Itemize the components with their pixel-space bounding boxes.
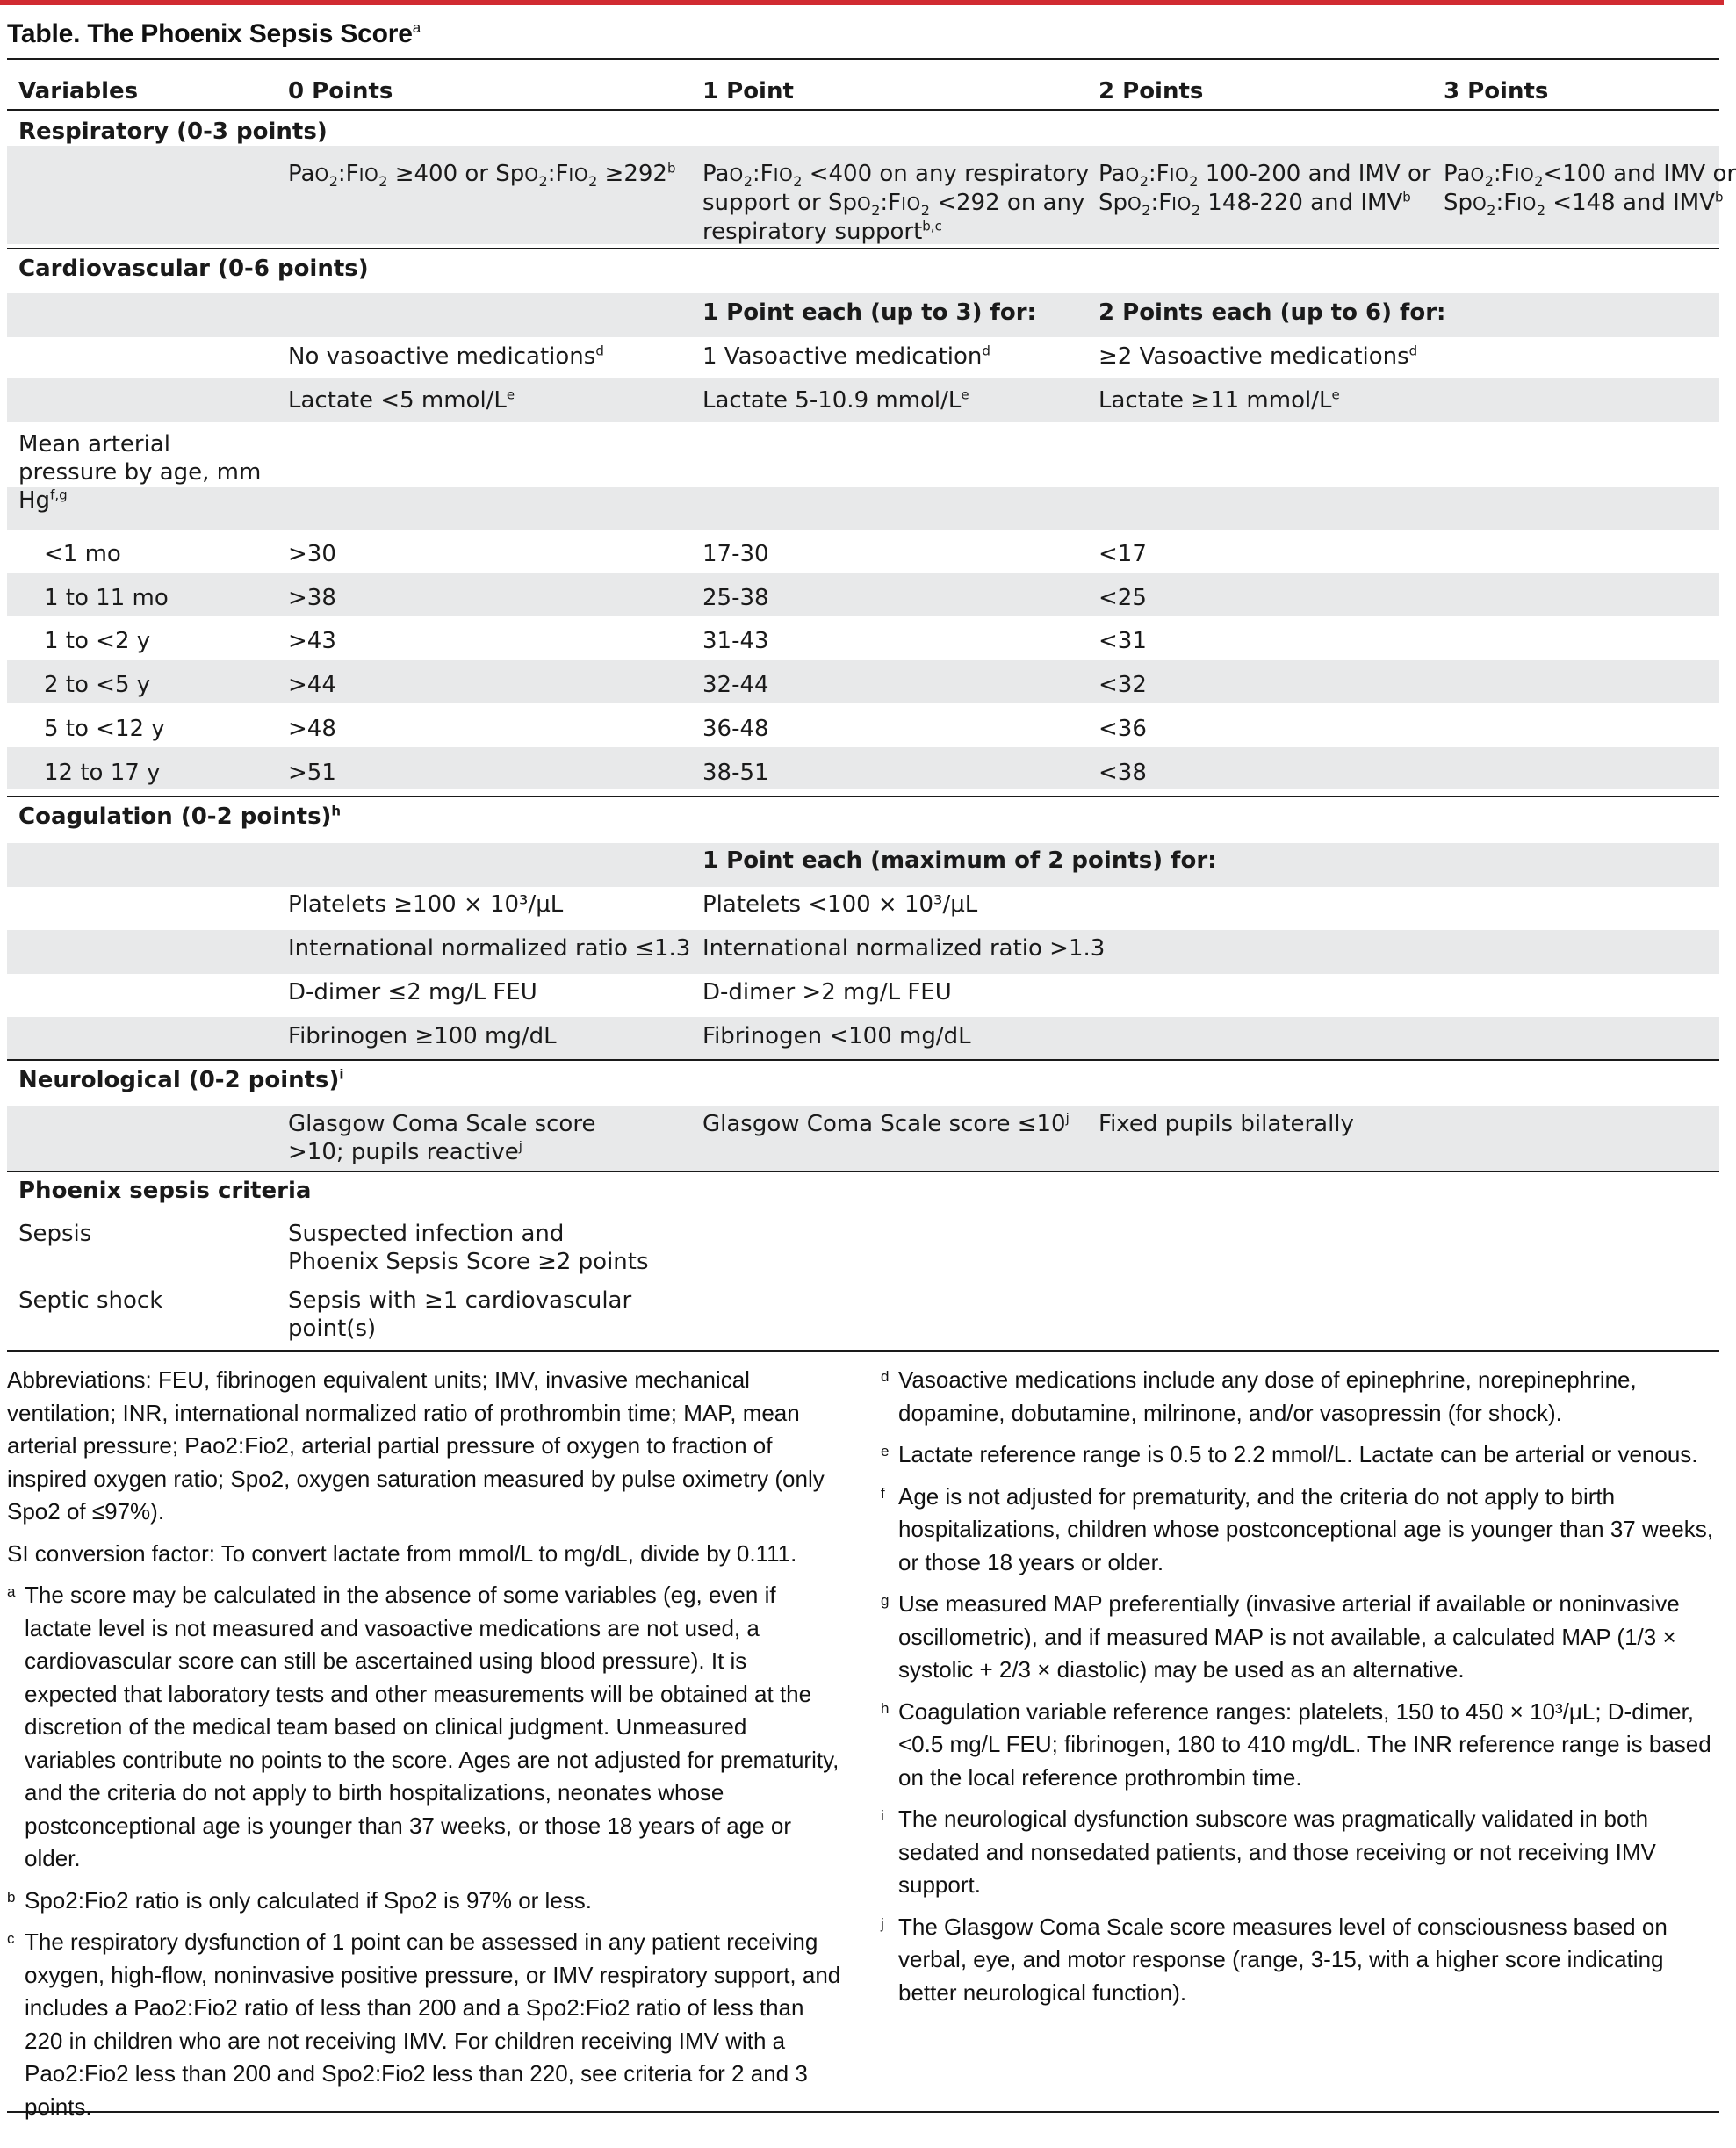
map-2-points: <25	[1099, 585, 1147, 611]
map-0-points: >44	[288, 672, 336, 698]
coag-0-points: Platelets ≥100 × 10³/μL	[288, 891, 564, 918]
table-rule	[7, 248, 1719, 249]
footnote-si-conversion: SI conversion factor: To convert lactate from mmol/L to mg/dL, divide by 0.111.	[7, 1539, 797, 1567]
footnote-abbreviations: Abbreviations: FEU, fibrinogen equivalent units; IMV, invasive mechanical ventilation; INR, international normalized ratio of prothrombin time; MAP, mean arterial pressure; Pao2:Fio2, arterial partial pressure of oxygen to fraction of inspired oxygen ratio; Spo2, oxygen saturation measured by pulse oximetry (only Spo2 of ≤97%).	[7, 1366, 825, 1525]
map-age: 2 to <5 y	[44, 672, 151, 698]
map-1-point: 17-30	[702, 541, 769, 567]
table-rule	[7, 1059, 1719, 1061]
map-age: 1 to <2 y	[44, 628, 151, 654]
coag-subheader: 1 Point each (maximum of 2 points) for:	[702, 847, 1217, 874]
vasoactive-2: ≥2 Vasoactive medications$^d$	[1099, 342, 1418, 370]
criteria-value: Sepsis with ≥1 cardiovascular point(s)	[288, 1287, 632, 1342]
table-rule	[7, 109, 1719, 111]
respiratory-0-points: $PaO_2:FIO_2 \ge 400$ or $SpO_2:FIO_2 \ge 292^b$	[288, 160, 676, 191]
respiratory-2-points: $PaO_2:FIO_2$ 100-200 and IMV or $SpO_2:FIO_2$ 148-220 and IMV$^b$	[1099, 161, 1431, 220]
lactate-1: Lactate 5-10.9 mmol/Le	[702, 386, 969, 414]
footnote-g: g Use measured MAP preferentially (invasive arterial if available or noninvasive oscillometric), and if measured MAP is not available, a calculated MAP (1/3 × systolic + 2/3 × diastolic) may be used as an alternative.	[881, 1590, 1680, 1683]
map-0-points: >38	[288, 585, 336, 611]
map-1-point: 25-38	[702, 585, 769, 611]
neuro-0-points: Glasgow Coma Scale score >10; pupils reactive$^j$	[288, 1111, 596, 1165]
section-coagulation: Coagulation (0-2 points)$^h$	[18, 803, 342, 830]
table-rule	[7, 58, 1719, 60]
cardio-subheader-2: 2 Points each (up to 6) for:	[1099, 299, 1446, 326]
coag-1-point: Fibrinogen <100 mg/dL	[702, 1023, 971, 1049]
table-rule	[7, 1350, 1719, 1352]
cardio-subheader-1: 1 Point each (up to 3) for:	[702, 299, 1036, 326]
map-0-points: >30	[288, 541, 336, 567]
band	[7, 573, 1719, 616]
footnote-b: b Spo2:Fio2 ratio is only calculated if Spo2 is 97% or less.	[7, 1886, 593, 1914]
footnotes-right	[881, 1364, 1715, 2018]
column-header: 2 Points	[1099, 78, 1204, 105]
footnote-i: i The neurological dysfunction subscore was pragmatically validated in both sedated and nonsedated patients, and those receiving or not receiving IMV support.	[881, 1806, 1656, 1898]
neuro-2-points: Fixed pupils bilaterally	[1099, 1111, 1354, 1137]
footnote-d: d Vasoactive medications include any dose of epinephrine, norepinephrine, dopamine, dobutamine, milrinone, and/or vasopressin (for shock).	[881, 1366, 1637, 1426]
criteria-value: Suspected infection and Phoenix Sepsis Score ≥2 points	[288, 1221, 649, 1275]
map-2-points: <38	[1099, 760, 1147, 786]
map-age: 5 to <12 y	[44, 716, 165, 742]
map-2-points: <36	[1099, 716, 1147, 742]
map-age: 1 to 11 mo	[44, 585, 169, 611]
coag-1-point: Platelets <100 × 10³/μL	[702, 891, 978, 918]
coag-1-point: International normalized ratio >1.3	[702, 935, 1106, 962]
map-1-point: 38-51	[702, 760, 769, 786]
map-age: 12 to 17 y	[44, 760, 161, 786]
coag-1-point: D-dimer >2 mg/L FEU	[702, 979, 952, 1006]
neuro-1-point: Glasgow Coma Scale score $\le 10^j$	[702, 1110, 1070, 1137]
table-rule	[7, 2111, 1719, 2113]
map-1-point: 31-43	[702, 628, 769, 654]
section-neurological: Neurological (0-2 points)$^i$	[18, 1066, 344, 1093]
section-cardiovascular: Cardiovascular (0-6 points)	[18, 256, 369, 282]
map-2-points: <32	[1099, 672, 1147, 698]
respiratory-3-points: $PaO_2:FIO_2<100$ and IMV or $SpO_2:FIO_2 <148$ and IMV$^b$	[1444, 161, 1736, 220]
map-1-point: 32-44	[702, 672, 769, 698]
lactate-2: Lactate ≥11 mmol/Le	[1099, 386, 1340, 414]
map-1-point: 36-48	[702, 716, 769, 742]
table-rule	[7, 796, 1719, 797]
table-title: Table. The Phoenix Sepsis Score$^a$	[7, 19, 421, 48]
band	[7, 660, 1719, 703]
column-header: 0 Points	[288, 78, 393, 105]
band	[7, 747, 1719, 789]
coag-0-points: International normalized ratio ≤1.3	[288, 935, 691, 962]
column-header: Variables	[18, 78, 139, 105]
map-age: <1 mo	[44, 541, 121, 567]
footnote-a: a The score may be calculated in the absence of some variables (eg, even if lactate level is not measured and vasoactive medications are not used, a cardiovascular score can still be ascertained using blood pressure). It is expected that laboratory tests and other measurements will be obtained at the discretion of the medical team based on clinical judgment. Unmeasured variables contribute no points to the score. Ages are not adjusted for prematurity, and the criteria do not apply to birth hospitalizations, neonates whose postconceptional age is younger than 37 weeks, or those 18 years of age or older.	[7, 1582, 839, 1871]
map-label: Mean arterial pressure by age, mm Hg$^{f,g}$	[18, 431, 262, 514]
column-header: 3 Points	[1444, 78, 1549, 105]
vasoactive-1: 1 Vasoactive medication$^d$	[702, 342, 990, 370]
footnote-c: c The respiratory dysfunction of 1 point can be assessed in any patient receiving oxygen, high-flow, noninvasive positive pressure, or IMV respiratory support, and includes a Pao2:Fio2 ratio of less than 200 and a Spo2:Fio2 ratio of less than 220 in children who are not receiving IMV. For children receiving IMV with a Pao2:Fio2 less than 200 and Spo2:Fio2 less than 220, see criteria for 2 and 3 points.	[7, 1928, 841, 2120]
footnote-f: f Age is not adjusted for prematurity, and the criteria do not apply to birth hospitalizations, children whose postconceptional age is younger than 37 weeks, or those 18 years or older.	[881, 1482, 1713, 1575]
column-header: 1 Point	[702, 78, 794, 105]
top-accent-bar	[0, 0, 1724, 5]
footnote-e: e Lactate reference range is 0.5 to 2.2 mmol/L. Lactate can be arterial or venous.	[881, 1441, 1698, 1467]
lactate-0: Lactate <5 mmol/Le	[288, 386, 515, 414]
footnote-j: j The Glasgow Coma Scale score measures level of consciousness based on verbal, eye, and motor response (range, 3-15, with a higher score indicating better neurological function).	[881, 1913, 1668, 2006]
coag-0-points: Fibrinogen ≥100 mg/dL	[288, 1023, 557, 1049]
map-0-points: >51	[288, 760, 336, 786]
coag-0-points: D-dimer ≤2 mg/L FEU	[288, 979, 537, 1006]
footnote-h: h Coagulation variable reference ranges: platelets, 150 to 450 × 10³/μL; D-dimer, <0.5 mg/L FEU; fibrinogen, 180 to 410 mg/dL. The INR reference range is based on the local reference prothrombin time.	[881, 1697, 1711, 1791]
map-0-points: >43	[288, 628, 336, 654]
respiratory-1-point: $PaO_2:FIO_2 <400$ on any respiratory support or $SpO_2:FIO_2 <292$ on any respiratory support$^{b,c}$	[702, 161, 1090, 245]
criteria-label: Sepsis	[18, 1221, 92, 1247]
criteria-label: Septic shock	[18, 1287, 163, 1314]
section-respiratory: Respiratory (0-3 points)	[18, 119, 328, 145]
map-2-points: <31	[1099, 628, 1147, 654]
table-rule	[7, 1171, 1719, 1172]
section-criteria: Phoenix sepsis criteria	[18, 1178, 312, 1204]
map-0-points: >48	[288, 716, 336, 742]
footnotes-left	[7, 1364, 841, 2120]
vasoactive-0: No vasoactive medications$^d$	[288, 342, 604, 370]
map-2-points: <17	[1099, 541, 1147, 567]
